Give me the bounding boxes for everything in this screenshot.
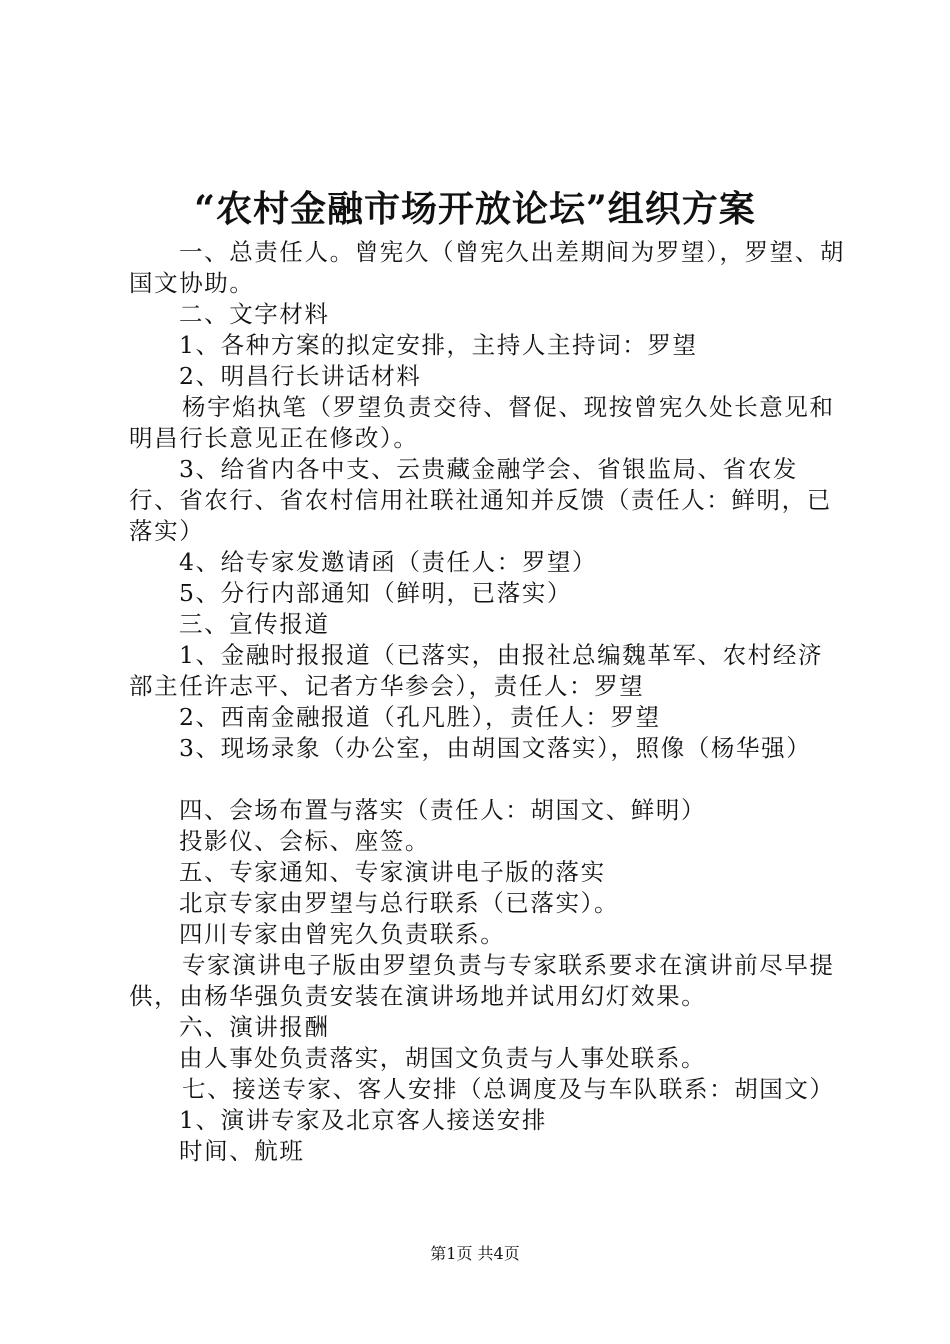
paragraph-17: 四川专家由曾宪久负责联系。 [179, 920, 506, 948]
paragraph-13: 四、会场布置与落实（责任人：胡国文、鲜明） [179, 796, 707, 824]
paragraph-22: 1、演讲专家及北京客人接送安排 [179, 1106, 547, 1134]
paragraph-23: 时间、航班 [179, 1137, 305, 1165]
paragraph-11: 2、西南金融报道（孔凡胜），责任人：罗望 [179, 703, 661, 731]
page-number-footer: 第1页 共4页 [430, 1244, 520, 1263]
paragraph-3: 1、各种方案的拟定安排，主持人主持词：罗望 [179, 331, 698, 359]
document-title: “农村金融市场开放论坛”组织方案 [194, 188, 756, 230]
paragraph-19: 六、演讲报酬 [179, 1013, 330, 1041]
paragraph-15: 五、专家通知、专家演讲电子版的落实 [179, 858, 606, 886]
paragraph-8: 5、分行内部通知（鲜明，已落实） [179, 579, 573, 607]
paragraph-16: 北京专家由罗望与总行联系（已落实）。 [179, 889, 620, 917]
document-body [129, 237, 845, 1167]
paragraph-1: 一、总责任人。曾宪久（曾宪久出差期间为罗望），罗望、胡国文协助。 [129, 238, 845, 297]
paragraph-6: 3、给省内各中支、云贵藏金融学会、省银监局、省农发行、省农行、省农村信用社联社通知并反馈（责任人：鲜明，已落实） [129, 455, 832, 545]
paragraph-12: 3、现场录象（办公室，由胡国文落实），照像（杨华强） [179, 734, 812, 762]
paragraph-7: 4、给专家发邀请函（责任人：罗望） [179, 548, 598, 576]
blank-line [129, 764, 845, 795]
paragraph-18: 专家演讲电子版由罗望负责与专家联系要求在演讲前尽早提供，由杨华强负责安装在演讲场地并试用幻灯效果。 [129, 951, 835, 1010]
paragraph-14: 投影仪、会标、座签。 [179, 827, 430, 855]
paragraph-21: 七、接送专家、客人安排（总调度及与车队联系：胡国文） [182, 1075, 835, 1103]
paragraph-10: 1、金融时报报道（已落实，由报社总编魏革军、农村经济部主任许志平、记者方华参会），责任人：罗望 [129, 641, 824, 700]
paragraph-4: 2、明昌行长讲话材料 [179, 362, 422, 390]
paragraph-20: 由人事处负责落实，胡国文负责与人事处联系。 [179, 1044, 707, 1072]
paragraph-2: 二、文字材料 [179, 300, 330, 328]
paragraph-5: 杨宇焰执笔（罗望负责交待、督促、现按曾宪久处长意见和明昌行长意见正在修改）。 [129, 393, 835, 452]
paragraph-9: 三、宣传报道 [179, 610, 330, 638]
